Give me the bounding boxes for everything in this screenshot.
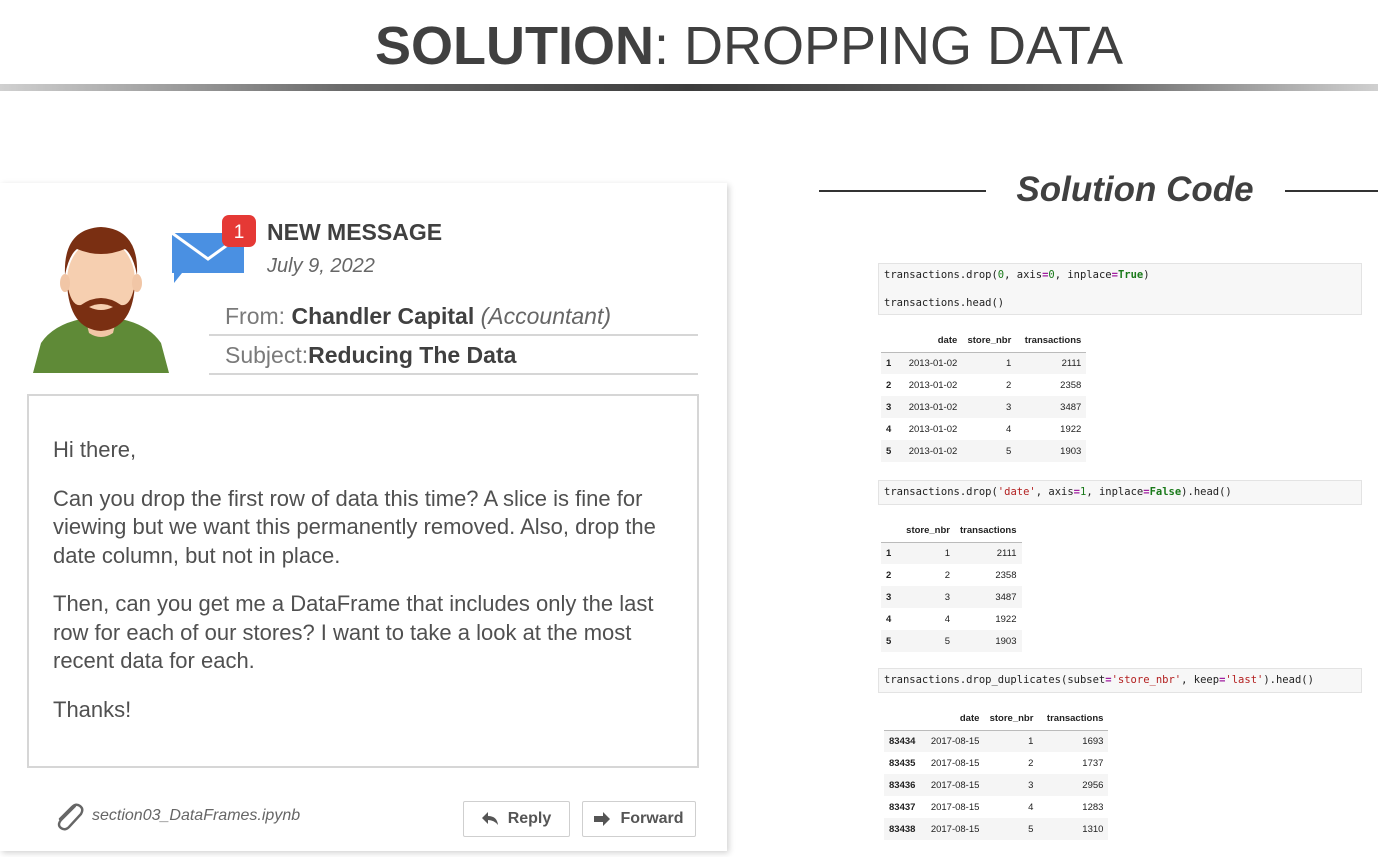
table-cell: 83438 bbox=[884, 818, 920, 840]
code-token: 'store_nbr' bbox=[1111, 674, 1182, 686]
table-header: store_nbr bbox=[901, 520, 955, 542]
body-paragraph: Can you drop the first row of data this time? A slice is fine for viewing but we want this permanently removed. Also, drop the date column, but not in place. bbox=[53, 485, 656, 568]
table-row bbox=[881, 352, 1086, 374]
table-row bbox=[881, 374, 1086, 396]
body-paragraph: Then, can you get me a DataFrame that includes only the last row for each of our stores? I want to take a look at the most recent data for each. bbox=[53, 591, 654, 673]
table-cell: 83437 bbox=[889, 801, 916, 813]
table-cell: 1737 bbox=[1082, 757, 1104, 769]
table-cell: 3 bbox=[962, 396, 1016, 418]
table-cell: 1 bbox=[984, 730, 1038, 752]
title-divider bbox=[0, 84, 1378, 91]
table-cell: 2017-08-15 bbox=[920, 774, 984, 796]
table-cell: 4 bbox=[886, 613, 892, 625]
table-cell: 2358 bbox=[1060, 379, 1082, 391]
code-token: , inplace bbox=[1054, 269, 1112, 281]
code-line: transactions.head() bbox=[884, 297, 1005, 309]
message-date: July 9, 2022 bbox=[267, 255, 375, 277]
table-cell: 2013-01-02 bbox=[896, 440, 962, 462]
table-header: store_nbr bbox=[962, 330, 1016, 352]
paperclip-icon[interactable] bbox=[53, 800, 85, 834]
table-cell: 1903 bbox=[955, 630, 1022, 652]
table-header bbox=[884, 708, 920, 730]
table-cell: 3487 bbox=[955, 586, 1022, 608]
table-row bbox=[881, 440, 1086, 462]
table-cell: 2017-08-15 bbox=[930, 801, 980, 813]
table-cell: 2013-01-02 bbox=[896, 352, 962, 374]
table-cell: 1 bbox=[881, 542, 901, 564]
from-label: From: bbox=[225, 303, 286, 329]
table-cell: 5 bbox=[984, 818, 1038, 840]
greeting: Hi there, bbox=[53, 437, 137, 462]
table-cell: 2111 bbox=[1016, 352, 1086, 374]
table-cell: 3 bbox=[881, 586, 901, 608]
table-cell: 3 bbox=[901, 586, 955, 608]
table-cell: 1693 bbox=[1038, 730, 1108, 752]
table-cell: 5 bbox=[901, 630, 955, 652]
code-token: ) bbox=[1143, 269, 1150, 281]
table-cell: 5 bbox=[962, 440, 1016, 462]
table-cell: 4 bbox=[1006, 423, 1012, 435]
code-token: transactions.drop_duplicates(subset bbox=[884, 674, 1106, 686]
table-cell: 2358 bbox=[995, 569, 1017, 581]
table-row bbox=[881, 396, 1086, 418]
solution-heading: Solution Code bbox=[1016, 170, 1254, 209]
code-token: 'last' bbox=[1225, 674, 1264, 686]
message-heading: NEW MESSAGE bbox=[267, 219, 443, 245]
signoff: Thanks! bbox=[53, 696, 132, 722]
code-token: transactions.drop( bbox=[884, 269, 998, 281]
table-cell: 1310 bbox=[1038, 818, 1108, 840]
table-row bbox=[881, 630, 1022, 652]
table-cell: 2 bbox=[1028, 757, 1034, 769]
code-token: = bbox=[1073, 486, 1080, 498]
code-token: ).head() bbox=[1263, 674, 1314, 686]
forward-label: Forward bbox=[620, 810, 684, 827]
output-table-1 bbox=[881, 330, 1086, 462]
reply-arrow-icon bbox=[482, 812, 498, 826]
subject-text: Reducing The Data bbox=[308, 342, 517, 368]
reply-label: Reply bbox=[507, 810, 552, 827]
attachment-filename[interactable]: section03_DataFrames.ipynb bbox=[92, 807, 301, 824]
table-cell: 2013-01-02 bbox=[896, 396, 962, 418]
slide-title-rest: : DROPPING DATA bbox=[653, 16, 1124, 76]
code-token: , axis bbox=[1004, 269, 1043, 281]
table-cell: 1283 bbox=[1082, 801, 1104, 813]
table-header: transactions bbox=[955, 520, 1022, 542]
table-cell: 5 bbox=[881, 630, 901, 652]
output-table-2 bbox=[881, 520, 1022, 652]
from-row bbox=[209, 299, 698, 336]
table-cell: 3487 bbox=[1016, 396, 1086, 418]
code-token: , keep bbox=[1181, 674, 1220, 686]
table-cell: 1922 bbox=[995, 613, 1017, 625]
table-header: date bbox=[920, 708, 984, 730]
table-header: store_nbr bbox=[984, 708, 1038, 730]
table-cell: 4 bbox=[1028, 801, 1034, 813]
table-header: date bbox=[896, 330, 962, 352]
reply-button[interactable] bbox=[463, 801, 570, 837]
table-cell: 5 bbox=[881, 440, 896, 462]
table-row bbox=[884, 796, 1108, 818]
table-cell: 1903 bbox=[1016, 440, 1086, 462]
table-cell: 3 bbox=[984, 774, 1038, 796]
table-row bbox=[881, 542, 1022, 564]
code-cell-drop-row[interactable] bbox=[878, 263, 1362, 315]
table-cell: 4 bbox=[886, 423, 892, 435]
subject-row bbox=[209, 338, 698, 375]
heading-rule-right bbox=[1285, 190, 1378, 192]
table-row bbox=[881, 564, 1022, 586]
table-cell: 2017-08-15 bbox=[920, 730, 984, 752]
table-cell: 83434 bbox=[884, 730, 920, 752]
table-cell: 2017-08-15 bbox=[930, 757, 980, 769]
code-token: = bbox=[1143, 486, 1150, 498]
avatar-icon bbox=[33, 225, 169, 373]
heading-rule-left bbox=[819, 190, 986, 192]
code-token: = bbox=[1111, 269, 1118, 281]
code-token: = bbox=[1219, 674, 1226, 686]
table-cell: 1 bbox=[881, 352, 896, 374]
slide-title-bold: SOLUTION bbox=[374, 16, 654, 76]
code-token: , inplace bbox=[1086, 486, 1144, 498]
table-cell: 2 bbox=[886, 379, 892, 391]
mail-icon bbox=[172, 215, 256, 283]
table-cell: 2 bbox=[944, 569, 950, 581]
table-cell: 2013-01-02 bbox=[908, 379, 958, 391]
table-cell: 3 bbox=[881, 396, 896, 418]
sender-role: (Accountant) bbox=[480, 303, 612, 329]
sender-name: Chandler Capital bbox=[291, 303, 475, 329]
table-header: transactions bbox=[1016, 330, 1086, 352]
table-row bbox=[884, 730, 1108, 752]
code-token: 'date' bbox=[997, 486, 1036, 498]
table-cell: 4 bbox=[944, 613, 950, 625]
table-cell: 83435 bbox=[889, 757, 916, 769]
email-card bbox=[0, 183, 727, 851]
table-row bbox=[881, 418, 1086, 440]
table-cell: 2111 bbox=[955, 542, 1022, 564]
slide-title bbox=[0, 12, 1378, 80]
table-cell: 1922 bbox=[1060, 423, 1082, 435]
code-token: 0 bbox=[1048, 269, 1055, 281]
table-cell: 2017-08-15 bbox=[920, 818, 984, 840]
table-cell: 2013-01-02 bbox=[908, 423, 958, 435]
forward-button[interactable] bbox=[582, 801, 696, 837]
table-header: transactions bbox=[1038, 708, 1108, 730]
code-cell-drop-column[interactable] bbox=[878, 480, 1362, 505]
code-token: 0 bbox=[997, 269, 1005, 281]
table-row bbox=[881, 608, 1022, 630]
code-token: transactions.drop( bbox=[884, 486, 998, 498]
unread-badge-count: 1 bbox=[233, 222, 245, 243]
message-body bbox=[27, 394, 699, 768]
output-table-3 bbox=[884, 708, 1108, 840]
table-header bbox=[881, 330, 896, 352]
table-row bbox=[884, 752, 1108, 774]
code-token: = bbox=[1042, 269, 1049, 281]
code-token: False bbox=[1149, 486, 1182, 498]
table-header bbox=[881, 520, 901, 542]
table-cell: 1 bbox=[962, 352, 1016, 374]
table-cell: 83436 bbox=[884, 774, 920, 796]
table-row bbox=[881, 586, 1022, 608]
code-token: ).head() bbox=[1181, 486, 1232, 498]
forward-arrow-icon bbox=[594, 812, 610, 826]
code-token: 1 bbox=[1080, 486, 1087, 498]
table-cell: 2956 bbox=[1038, 774, 1108, 796]
code-cell-drop-duplicates[interactable] bbox=[878, 668, 1362, 693]
code-token: True bbox=[1117, 269, 1144, 281]
table-cell: 2 bbox=[1006, 379, 1012, 391]
code-token: = bbox=[1105, 674, 1112, 686]
code-token: , axis bbox=[1035, 486, 1074, 498]
table-row bbox=[884, 818, 1108, 840]
table-cell: 2 bbox=[886, 569, 892, 581]
subject-label: Subject: bbox=[225, 342, 309, 368]
table-row bbox=[884, 774, 1108, 796]
table-cell: 1 bbox=[901, 542, 955, 564]
